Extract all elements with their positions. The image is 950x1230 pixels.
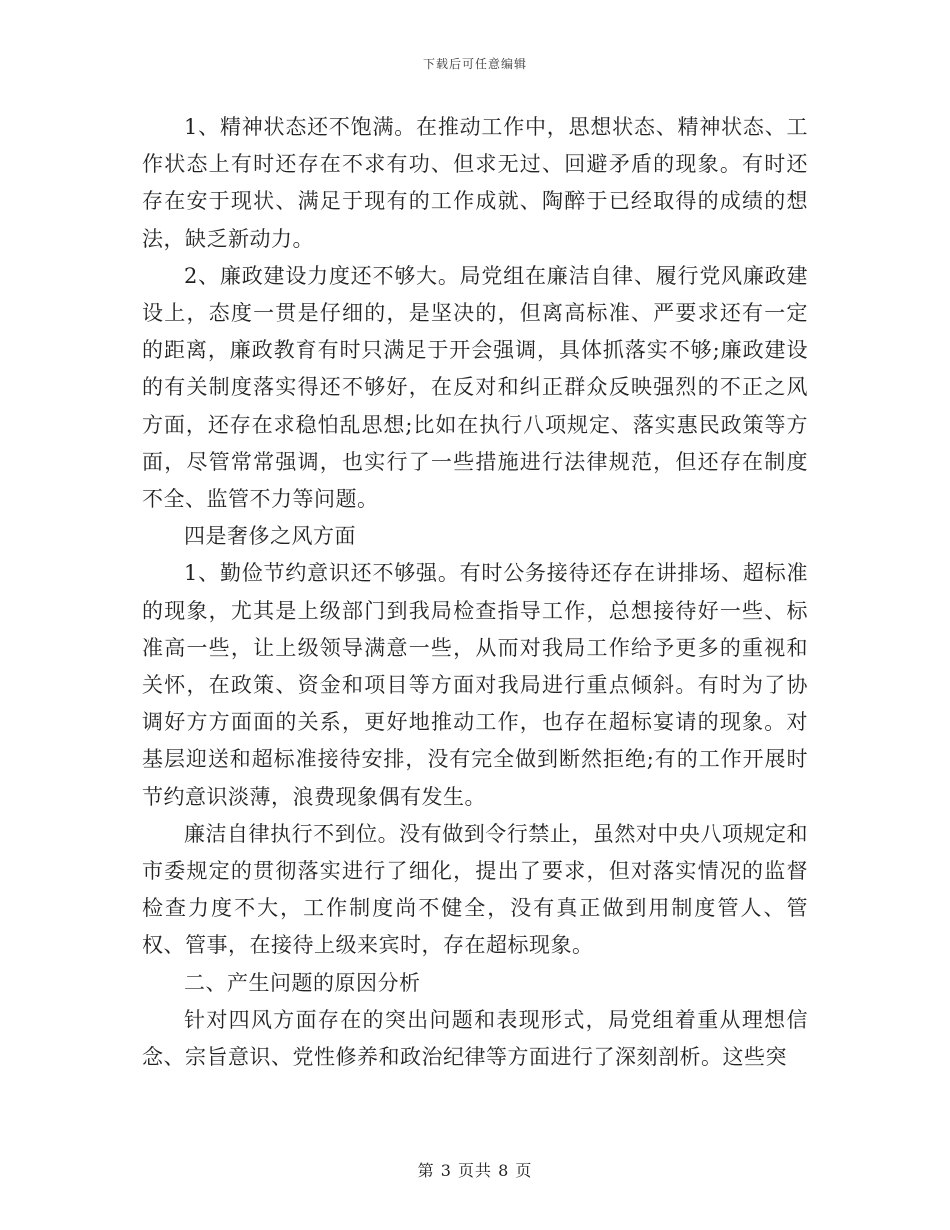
- paragraph-spirit-state: 1、精神状态还不饱满。在推动工作中，思想状态、精神状态、工作状态上有时还存在不求有功、但求无过、回避矛盾的现象。有时还存在安于现状、满足于现有的工作成就、陶醉于已经取得的成绩的想法，缺乏新动力。: [142, 115, 808, 251]
- section-heading-extravagance: 四是奢侈之风方面: [184, 524, 356, 549]
- paragraph-analysis-intro: 针对四风方面存在的突出问题和表现形式，局党组着重从理想信念、宗旨意识、党性修养和政治纪律等方面进行了深刻剖析。这些突: [142, 1007, 808, 1070]
- paragraph-clean-government: 2、廉政建设力度还不够大。局党组在廉洁自律、履行党风廉政建设上，态度一贯是仔细的，是坚决的，但离高标准、严要求还有一定的距离，廉政教育有时只满足于开会强调，具体抓落实不够;廉政建设的有关制度落实得还不够好，在反对和纠正群众反映强烈的不正之风方面，还存在求稳怕乱思想;比如在执行八项规定、落实惠民政策等方面，尽管常常强调，也实行了一些措施进行法律规范，但还存在制度不全、监管不力等问题。: [142, 263, 808, 512]
- section-heading-cause-analysis: 二、产生问题的原因分析: [184, 970, 421, 995]
- paragraph-frugality: 1、勤俭节约意识还不够强。有时公务接待还存在讲排场、超标准的现象，尤其是上级部门到我局检查指导工作，总想接待好一些、标准高一些，让上级领导满意一些，从而对我局工作给予更多的重视和关怀，在政策、资金和项目等方面对我局进行重点倾斜。有时为了协调好方方面面的关系，更好地推动工作，也存在超标宴请的现象。对基层迎送和超标准接待安排，没有完全做到断然拒绝;有的工作开展时节约意识淡薄，浪费现象偶有发生。: [142, 561, 808, 809]
- header-note: 下载后可任意编辑: [422, 57, 527, 71]
- document-body: [142, 109, 808, 1076]
- paragraph-self-discipline: 廉洁自律执行不到位。没有做到令行禁止，虽然对中央八项规定和市委规定的贯彻落实进行了细化，提出了要求，但对落实情况的监督检查力度不大，工作制度尚不健全，没有真正做到用制度管人、管权、管事，在接待上级来宾时，存在超标现象。: [142, 821, 808, 958]
- page-number: 第 3 页共 8 页: [417, 1161, 533, 1180]
